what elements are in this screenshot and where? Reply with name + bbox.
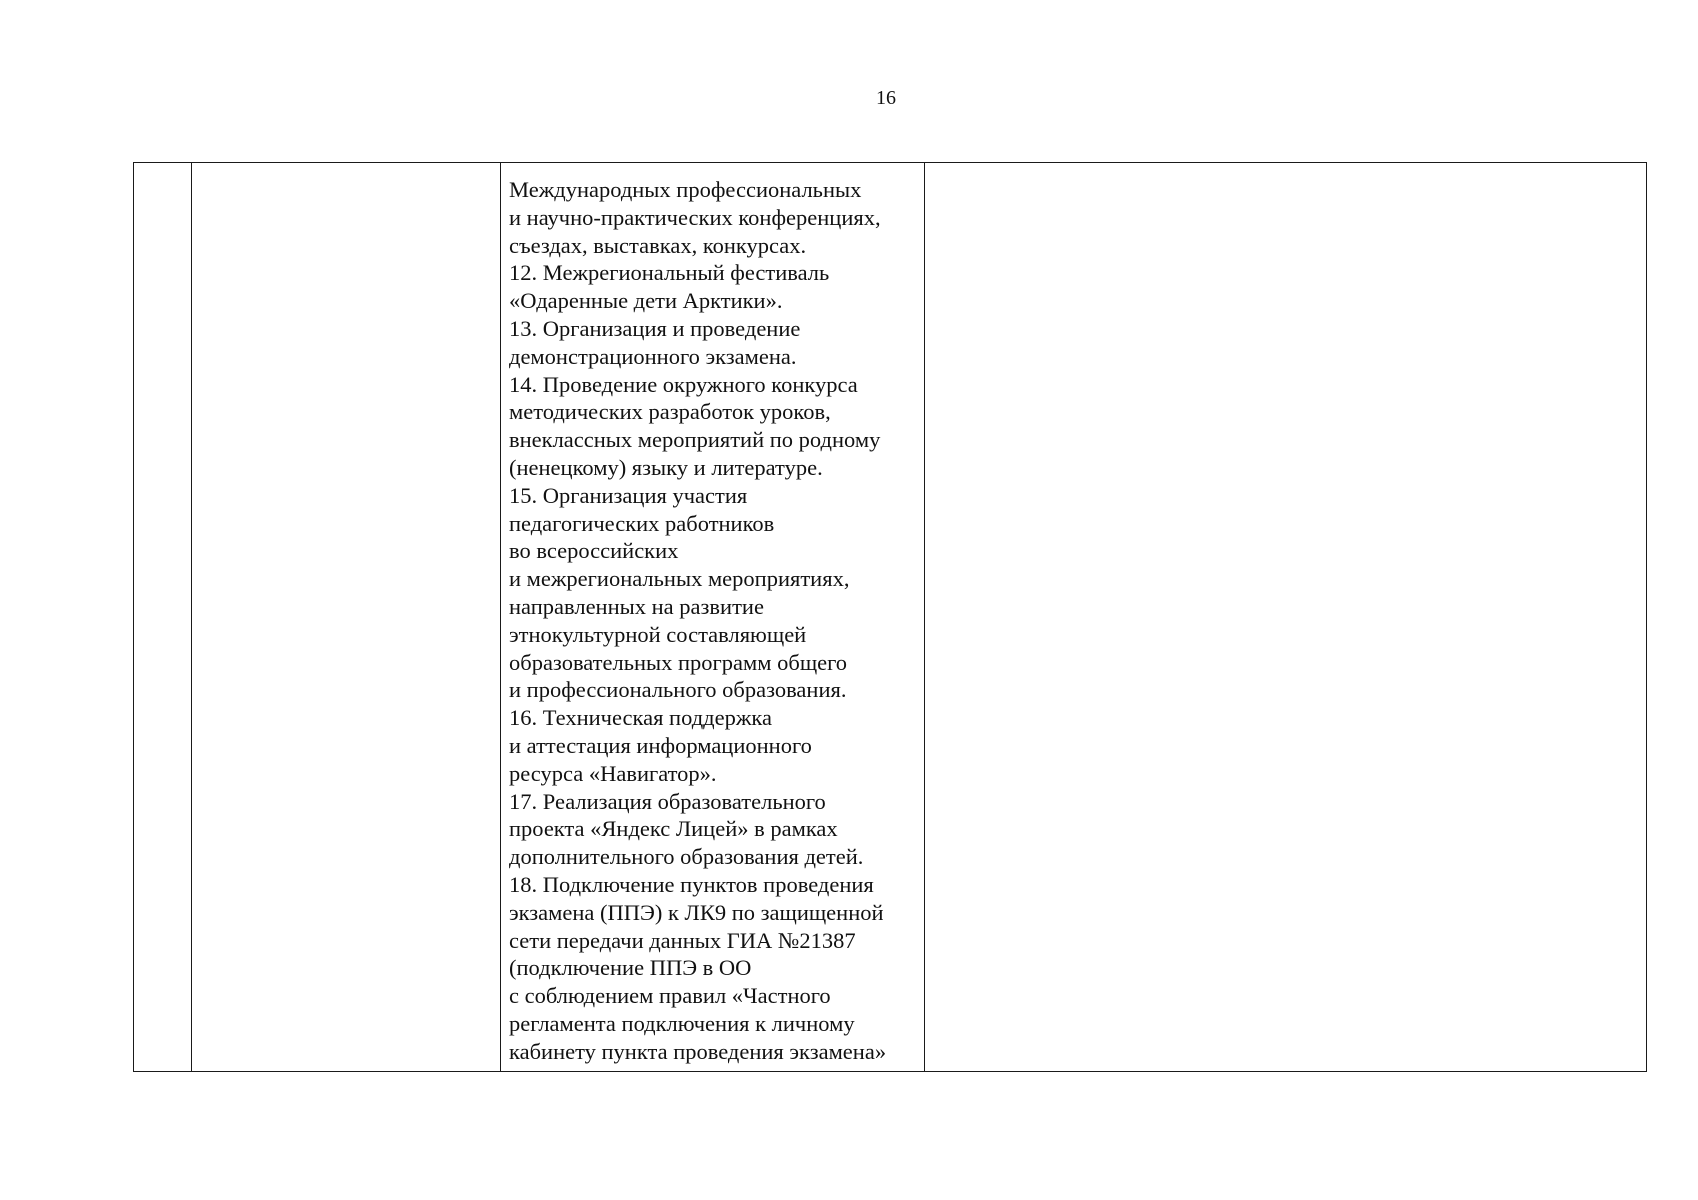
table-row bbox=[134, 163, 1647, 1072]
text-line: ресурса «Навигатор». bbox=[509, 760, 717, 786]
text-line: (ненецкому) языку и литературе. bbox=[509, 454, 823, 480]
page-number: 16 bbox=[876, 87, 896, 109]
text-line: образовательных программ общего bbox=[509, 649, 848, 675]
text-line: дополнительного образования детей. bbox=[509, 844, 864, 870]
text-line: этнокультурной составляющей bbox=[509, 621, 807, 647]
text-line: 18. Подключение пунктов проведения bbox=[509, 871, 874, 897]
document-table bbox=[133, 162, 1647, 1072]
text-line: и аттестация информационного bbox=[509, 732, 812, 758]
text-line: и профессионального образования. bbox=[509, 677, 847, 703]
text-line: (подключение ППЭ в ОО bbox=[509, 955, 752, 981]
text-line: 15. Организация участия bbox=[509, 482, 748, 508]
text-line: и межрегиональных мероприятиях, bbox=[509, 566, 850, 592]
text-line: направленных на развитие bbox=[509, 593, 764, 619]
table-cell-name bbox=[192, 163, 501, 1072]
text-line: сети передачи данных ГИА №21387 bbox=[509, 927, 856, 953]
text-line: с соблюдением правил «Частного bbox=[509, 983, 831, 1009]
table-cell-notes bbox=[925, 163, 1647, 1072]
table-cell-activities bbox=[501, 163, 925, 1072]
text-line: и научно-практических конференциях, bbox=[509, 204, 881, 230]
text-line: Международных профессиональных bbox=[509, 177, 862, 202]
table-cell-number bbox=[134, 163, 192, 1072]
text-line: 12. Межрегиональный фестиваль bbox=[509, 260, 830, 286]
text-line: 13. Организация и проведение bbox=[509, 315, 801, 341]
activities-text bbox=[501, 163, 924, 1066]
text-line: регламента подключения к личному bbox=[509, 1010, 855, 1036]
text-line: 14. Проведение окружного конкурса bbox=[509, 371, 858, 397]
text-line: кабинету пункта проведения экзамена» bbox=[509, 1038, 887, 1064]
text-line: проекта «Яндекс Лицей» в рамках bbox=[509, 816, 838, 842]
text-line: экзамена (ППЭ) к ЛК9 по защищенной bbox=[509, 899, 884, 925]
text-line: «Одаренные дети Арктики». bbox=[509, 288, 783, 314]
text-line: демонстрационного экзамена. bbox=[509, 343, 797, 369]
text-line: внеклассных мероприятий по родному bbox=[509, 427, 881, 453]
text-line: съездах, выставках, конкурсах. bbox=[509, 232, 807, 258]
text-line: 16. Техническая поддержка bbox=[509, 705, 772, 731]
text-line: во всероссийских bbox=[509, 538, 679, 564]
text-line: методических разработок уроков, bbox=[509, 399, 831, 425]
text-line: 17. Реализация образовательного bbox=[509, 788, 826, 814]
text-line: педагогических работников bbox=[509, 510, 775, 536]
